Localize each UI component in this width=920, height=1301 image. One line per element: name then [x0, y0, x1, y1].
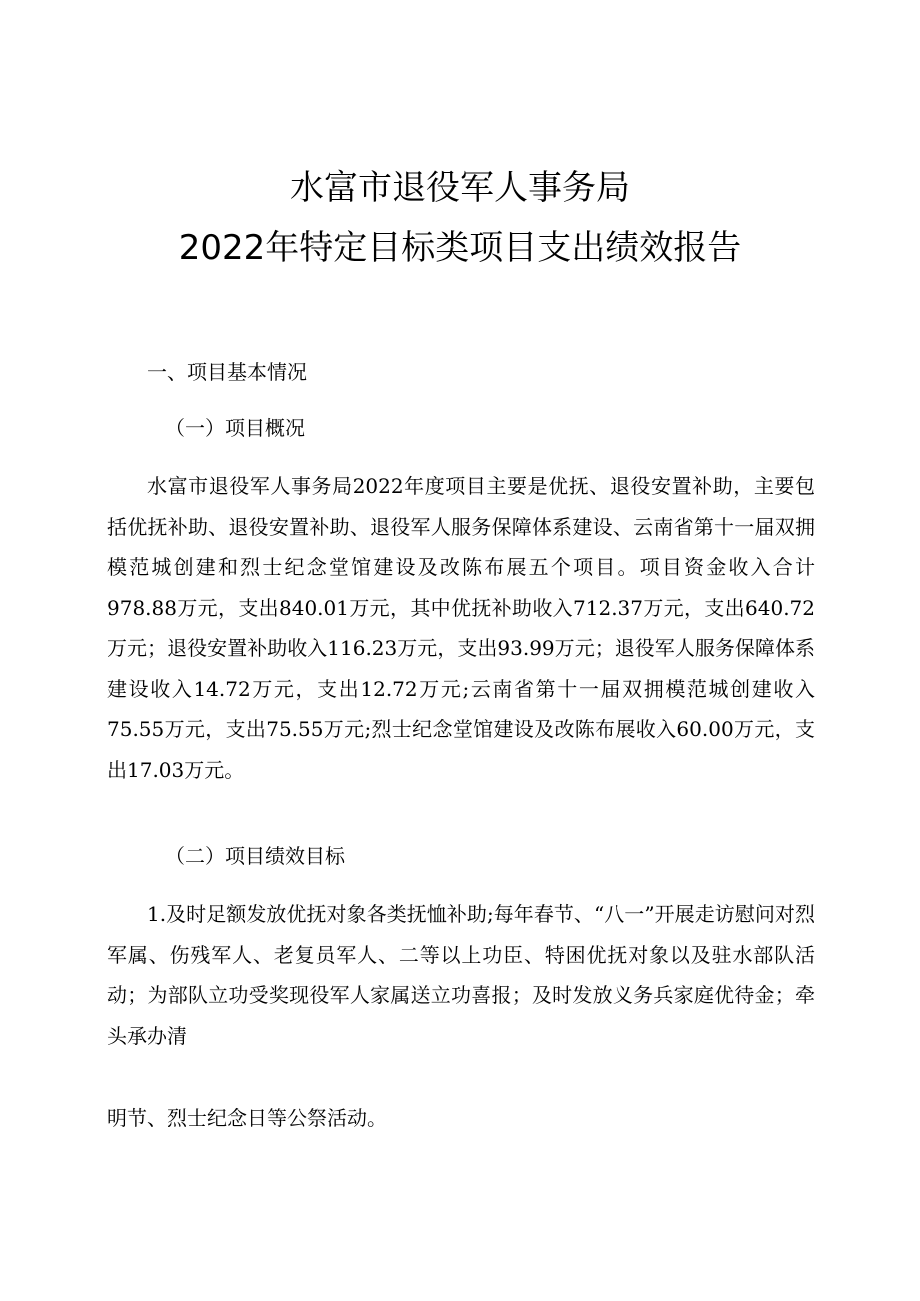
- paragraph-performance-goal-1-continued: 明节、烈士纪念日等公祭活动。: [107, 1106, 387, 1130]
- document-title-line1: 水富市退役军人事务局: [290, 168, 630, 208]
- paragraph-project-overview: 水富市退役军人事务局2022年度项目主要是优抚、退役安置补助，主要包括优抚补助、退役安置补助、退役军人服务保障体系建设、云南省第十一届双拥模范城创建和烈士纪念堂馆建设及改陈布展五个项目。项目资金收入合计978.88万元，支出840.01万元，其中优抚补助收入712.37万元，支出640.72万元；退役安置补助收入116.23万元，支出93.99万元；退役军人服务保障体系建设收入14.72万元，支出12.72万元;云南省第十一届双拥模范城创建收入75.55万元，支出75.55万元;烈士纪念堂馆建设及改陈布展收入60.00万元，支出17.03万元。: [107, 474, 815, 782]
- paragraph-performance-goal-1: 1.及时足额发放优抚对象各类抚恤补助;每年春节、“八一”开展走访慰问对烈军属、伤残军人、老复员军人、二等以上功臣、特困优抚对象以及驻水部队活动；为部队立功受奖现役军人家属送立功喜报；及时发放义务兵家庭优待金；牵头承办清: [107, 902, 815, 1048]
- subsection-heading-overview: （一）项目概况: [165, 416, 305, 440]
- section-heading-basic-info: 一、项目基本情况: [147, 360, 307, 384]
- document-title-line2: 2022年特定目标类项目支出绩效报告: [178, 228, 742, 268]
- subsection-heading-performance-goals: （二）项目绩效目标: [165, 844, 345, 868]
